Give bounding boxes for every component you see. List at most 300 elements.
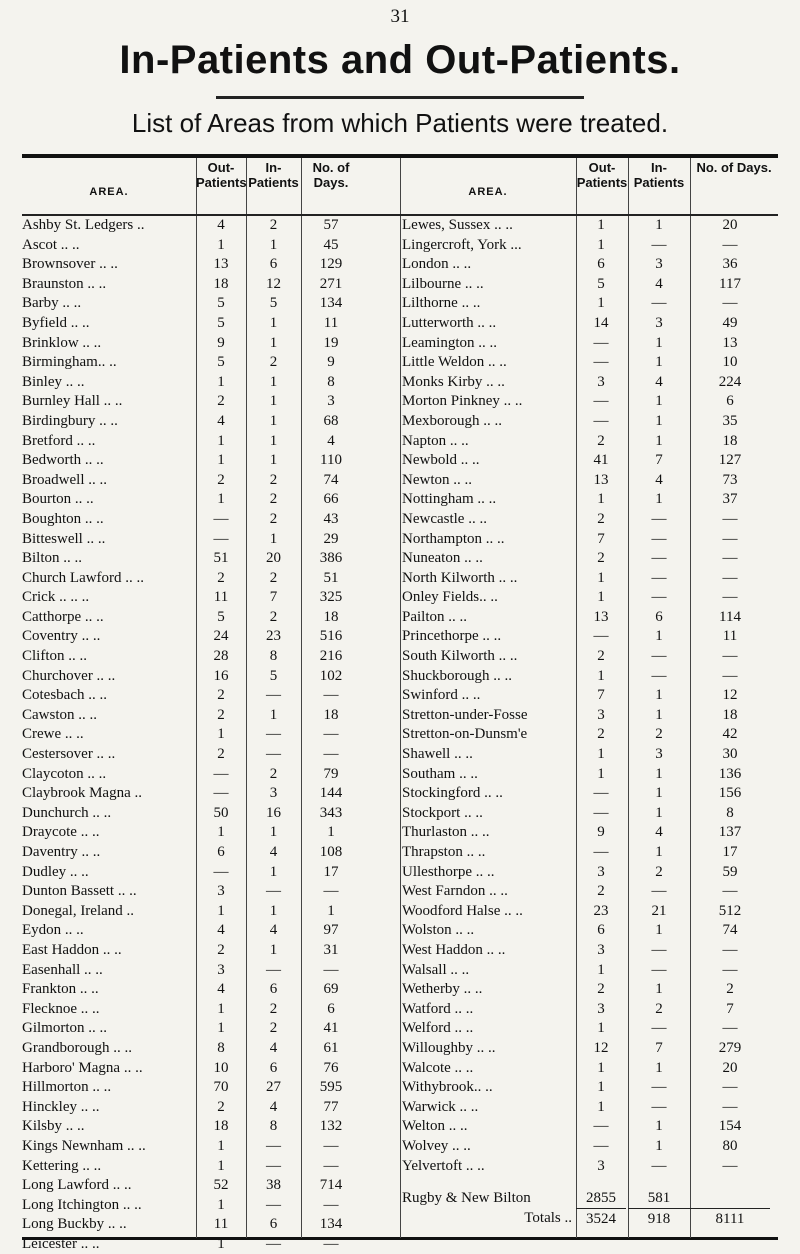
table-row (22, 765, 400, 785)
area-name: Lutterworth .. .. (402, 314, 497, 331)
in-patients-cell: 1 (269, 412, 278, 429)
days-cell: — (722, 295, 738, 312)
out-patients-cell: 1 (597, 1020, 605, 1037)
area-name: Crewe .. .. (22, 726, 84, 743)
table-row (22, 921, 400, 941)
out-patients-cell: — (593, 628, 609, 645)
in-patients-cell: — (651, 941, 667, 958)
in-patients-cell: — (651, 1157, 667, 1174)
out-patients-cell: 1 (217, 1137, 225, 1154)
out-patients-cell: 1 (217, 432, 225, 449)
area-name: Birdingbury .. .. (22, 412, 118, 429)
table-row (22, 647, 400, 667)
area-name: Cestersover .. .. (22, 746, 116, 763)
in-patients-cell: 6 (269, 1216, 278, 1233)
table-row (400, 353, 778, 373)
in-patients-cell: 23 (266, 628, 281, 645)
area-name: Thrapston .. .. (402, 844, 486, 860)
days-cell: — (722, 589, 738, 606)
out-patients-cell: 1 (217, 373, 225, 390)
days-cell: 9 (327, 354, 335, 371)
area-name: Napton .. .. (402, 432, 469, 449)
days-cell: — (722, 530, 738, 547)
table-row (400, 451, 778, 471)
table-row (400, 863, 778, 883)
area-name: Southam .. .. (402, 765, 478, 782)
days-cell: 49 (722, 314, 738, 331)
area-name: Newton .. .. (402, 471, 472, 488)
table-row (400, 314, 778, 334)
in-patients-cell: 1 (655, 981, 663, 998)
in-patients-cell: 1 (655, 334, 663, 351)
days-cell: — (323, 883, 339, 900)
area-name: Ullesthorpe .. .. (402, 863, 495, 880)
in-patients-cell: 1 (655, 1118, 663, 1135)
table-row (400, 1039, 778, 1059)
table-row (22, 667, 400, 687)
in-patients-cell: 1 (655, 354, 663, 371)
in-patients-cell: 20 (266, 550, 281, 567)
in-patients-cell: 4 (655, 373, 663, 390)
area-name: Church Lawford .. .. (22, 569, 145, 586)
in-patients-cell: 2 (269, 491, 278, 508)
in-patients-cell: — (651, 295, 667, 312)
table-row (400, 627, 778, 647)
in-patients-cell: 1 (655, 804, 663, 821)
table-row (400, 941, 778, 961)
out-patients-cell: 1 (217, 1235, 225, 1252)
table-row (400, 1137, 778, 1157)
out-patients-cell: 2 (597, 726, 605, 743)
table-row (400, 804, 778, 824)
in-patients-cell: 6 (655, 608, 663, 625)
in-patients-cell: 6 (269, 981, 278, 998)
out-patients-cell: 11 (213, 589, 229, 606)
out-patients-cell: — (213, 765, 229, 782)
out-patients-cell: 3 (597, 373, 605, 390)
days-cell: 17 (722, 844, 738, 860)
left-table-body (22, 216, 400, 1254)
area-name: Newbold .. .. (402, 452, 480, 469)
in-patients-cell: — (651, 883, 667, 900)
in-patients-cell: — (651, 510, 667, 527)
table-row (22, 961, 400, 981)
days-cell: 714 (319, 1177, 343, 1194)
table-row (22, 1000, 400, 1020)
out-patients-cell: 2 (217, 687, 225, 704)
table-row (22, 294, 400, 314)
days-cell: 3 (327, 393, 335, 410)
in-patients-cell: 6 (269, 1059, 278, 1076)
days-cell: 57 (323, 217, 339, 233)
out-patients-cell: 2 (217, 1098, 225, 1115)
table-row (400, 216, 778, 236)
days-cell: 18 (722, 432, 738, 449)
days-cell: 51 (323, 569, 339, 586)
in-patients-cell: 2 (269, 1000, 278, 1017)
days-cell: — (722, 961, 738, 978)
in-patients-cell: 2 (269, 569, 278, 586)
table-row (22, 1098, 400, 1118)
days-cell: 74 (722, 922, 738, 939)
out-patients-cell: 7 (597, 530, 605, 547)
table-row (22, 236, 400, 256)
days-cell: 4 (327, 432, 335, 449)
area-name: Draycote .. .. (22, 824, 100, 841)
out-patients-cell: 4 (217, 922, 225, 939)
days-cell: 19 (323, 334, 339, 351)
area-name: Stretton-under-Fosse (402, 706, 528, 723)
in-patients-cell: 3 (269, 785, 278, 802)
area-name: Dunchurch .. .. (22, 804, 112, 821)
in-patients-cell: 1 (655, 1137, 663, 1154)
out-patients-cell: 4 (217, 217, 225, 233)
table-row (22, 549, 400, 569)
days-cell: — (323, 1157, 339, 1174)
days-cell: 11 (323, 314, 339, 331)
in-patients-cell: 5 (269, 667, 278, 684)
days-cell: 108 (319, 844, 343, 860)
out-patients-cell: 23 (593, 902, 609, 919)
days-cell: 69 (323, 981, 339, 998)
out-patients-cell: — (593, 844, 609, 860)
in-patients-cell: — (651, 1079, 667, 1096)
out-patients-cell: 41 (593, 452, 609, 469)
table-row (22, 373, 400, 393)
in-patients-cell: — (266, 1157, 281, 1174)
header-area: AREA. (468, 186, 508, 198)
out-patients-cell: 70 (213, 1079, 229, 1096)
header-days: No. of Days. (312, 160, 350, 190)
area-name: Warwick .. .. (402, 1098, 479, 1115)
area-name: London .. .. (402, 256, 472, 273)
days-cell: 18 (323, 608, 339, 625)
out-patients-cell: 13 (593, 608, 609, 625)
area-name: Clifton .. .. (22, 648, 88, 665)
in-patients-cell: 8 (269, 648, 278, 665)
table-row (400, 961, 778, 981)
table-row (22, 588, 400, 608)
in-patients-cell: 1 (269, 334, 278, 351)
table-row (22, 1059, 400, 1079)
area-name: Broadwell .. .. (22, 471, 107, 488)
out-patients-cell: 1 (217, 1196, 225, 1213)
days-cell: 30 (722, 746, 738, 763)
area-name: Flecknoe .. .. (22, 1000, 100, 1017)
days-cell: 154 (718, 1118, 742, 1135)
days-cell: 8111 (690, 1208, 770, 1229)
area-name: Catthorpe .. .. (22, 608, 104, 625)
out-patients-cell: 1 (597, 1059, 605, 1076)
out-patients-cell: — (213, 510, 229, 527)
out-patients-cell: 2 (597, 648, 605, 665)
out-patients-cell: — (593, 354, 609, 371)
table-row (400, 392, 778, 412)
out-patients-cell: — (213, 785, 229, 802)
in-patients-cell: 7 (269, 589, 278, 606)
area-name: Northampton .. .. (402, 530, 505, 547)
days-cell: 129 (319, 256, 343, 273)
in-patients-cell: 2 (269, 217, 278, 233)
table-row (22, 686, 400, 706)
table-row (400, 1157, 778, 1177)
title-underline (216, 96, 584, 99)
area-name: Withybrook.. .. (402, 1079, 493, 1096)
area-name: Bilton .. .. (22, 550, 83, 567)
area-name: Walcote .. .. (402, 1059, 474, 1076)
in-patients-cell: 1 (655, 412, 663, 429)
days-cell: 29 (323, 530, 339, 547)
out-patients-cell: — (593, 1137, 609, 1154)
days-cell: 59 (722, 863, 738, 880)
days-cell: 8 (726, 804, 734, 821)
table-row (22, 1039, 400, 1059)
table-row (400, 569, 778, 589)
out-patients-cell: 1 (217, 726, 225, 743)
in-patients-cell: 1 (655, 687, 663, 704)
area-name: Burnley Hall .. .. (22, 393, 123, 410)
table-row (400, 530, 778, 550)
out-patients-cell: 1 (597, 1098, 605, 1115)
days-cell: 35 (722, 412, 738, 429)
out-patients-cell: 1 (217, 1000, 225, 1017)
out-patients-cell: 11 (213, 1216, 229, 1233)
page-title: In-Patients and Out-Patients. (119, 38, 681, 82)
out-patients-cell: 9 (217, 334, 225, 351)
table-row (400, 882, 778, 902)
table-row (22, 706, 400, 726)
in-patients-cell: — (651, 236, 667, 253)
header-in-patients: In- Patients (248, 160, 299, 190)
area-name: Eydon .. .. (22, 922, 84, 939)
in-patients-cell: 1 (269, 941, 278, 958)
in-patients-cell: 7 (655, 452, 663, 469)
in-patients-cell: 1 (269, 314, 278, 331)
area-name: Willoughby .. .. (402, 1039, 496, 1056)
out-patients-cell: 50 (213, 804, 229, 821)
out-patients-cell: 1 (597, 569, 605, 586)
table-row (400, 236, 778, 256)
table-row (400, 1019, 778, 1039)
area-name: Watford .. .. (402, 1000, 474, 1017)
area-name: Shawell .. .. (402, 746, 473, 763)
in-patients-cell: 5 (269, 295, 278, 312)
area-name: Nottingham .. .. (402, 491, 497, 508)
days-cell: 386 (319, 550, 343, 567)
area-name: Hinckley .. .. (22, 1098, 100, 1115)
out-patients-cell: 1 (597, 1079, 605, 1096)
in-patients-cell: 6 (269, 256, 278, 273)
area-name: Harboro' Magna .. .. (22, 1059, 143, 1076)
table-row (22, 471, 400, 491)
in-patients-cell: 2 (655, 1000, 663, 1017)
table-row (400, 784, 778, 804)
days-cell: — (722, 648, 738, 665)
area-name: West Farndon .. .. (402, 883, 508, 900)
table-row (22, 1019, 400, 1039)
days-cell: — (722, 941, 738, 958)
table-row (22, 510, 400, 530)
page-number: 31 (390, 6, 410, 27)
table-row (22, 530, 400, 550)
out-patients-cell: 14 (593, 314, 609, 331)
in-patients-cell: 27 (266, 1079, 281, 1096)
area-name: Ashby St. Ledgers .. (22, 217, 145, 233)
days-cell: 1 (327, 902, 335, 919)
days-cell: 66 (323, 491, 339, 508)
in-patients-cell: 1 (269, 236, 278, 253)
table-row (22, 1078, 400, 1098)
days-cell: 36 (722, 256, 738, 273)
table-row (400, 1078, 778, 1098)
table-row (22, 725, 400, 745)
area-name: Cawston .. .. (22, 706, 97, 723)
days-cell: 6 (726, 393, 734, 410)
out-patients-cell: 16 (213, 667, 229, 684)
days-cell: 42 (722, 726, 738, 743)
days-cell: — (722, 1098, 738, 1115)
out-patients-cell: 4 (217, 412, 225, 429)
table-row (400, 1117, 778, 1137)
out-patients-cell: 1 (597, 746, 605, 763)
in-patients-cell: 1 (655, 491, 663, 508)
table-row (400, 373, 778, 393)
area-name: Monks Kirby .. .. (402, 373, 505, 390)
days-cell: 20 (722, 217, 738, 233)
in-patients-cell: 1 (269, 902, 278, 919)
in-patients-cell: 1 (655, 765, 663, 782)
table-row (22, 823, 400, 843)
out-patients-cell: 12 (593, 1039, 609, 1056)
out-patients-cell: 2855 (586, 1190, 616, 1207)
out-patients-cell: 3 (217, 883, 225, 900)
area-name: Bedworth .. .. (22, 452, 104, 469)
out-patients-cell: 10 (213, 1059, 229, 1076)
days-cell: 595 (319, 1079, 343, 1096)
area-name: Long Lawford .. .. (22, 1177, 132, 1194)
area-name: Easenhall .. .. (22, 961, 103, 978)
in-patients-cell: 1 (269, 393, 278, 410)
days-cell: 343 (319, 804, 343, 821)
in-patients-cell: 4 (269, 1039, 278, 1056)
in-patients-cell: 1 (269, 432, 278, 449)
days-cell: 216 (319, 648, 343, 665)
area-name: Brownsover .. .. (22, 256, 118, 273)
in-patients-cell: 4 (655, 824, 663, 841)
area-name: Rugby & New Bilton (402, 1190, 531, 1207)
table-row (22, 216, 400, 236)
area-name: Byfield .. .. (22, 314, 90, 331)
out-patients-cell: 3 (597, 1000, 605, 1017)
area-name: Pailton .. .. (402, 608, 468, 625)
days-cell: 144 (319, 785, 343, 802)
area-name: Walsall .. .. (402, 961, 470, 978)
out-patients-cell: 1 (597, 491, 605, 508)
area-name: Mexborough .. .. (402, 412, 502, 429)
in-patients-cell: 7 (655, 1039, 663, 1056)
days-cell: 516 (319, 628, 343, 645)
in-patients-cell: — (266, 883, 281, 900)
table-row (400, 471, 778, 491)
out-patients-cell: 2 (217, 941, 225, 958)
table-row (400, 432, 778, 452)
days-cell: 1 (327, 824, 335, 841)
area-name: Welford .. .. (402, 1020, 474, 1037)
in-patients-cell: — (266, 1235, 281, 1252)
out-patients-cell: 1 (217, 902, 225, 919)
days-cell: 41 (323, 1020, 339, 1037)
out-patients-cell: 1 (597, 236, 605, 253)
table-row (400, 588, 778, 608)
in-patients-cell: 1 (655, 432, 663, 449)
area-name: Wolston .. .. (402, 922, 475, 939)
table-row (400, 255, 778, 275)
table-row (400, 980, 778, 1000)
header-area: AREA. (89, 186, 129, 198)
days-cell: 77 (323, 1098, 339, 1115)
table-row (400, 725, 778, 745)
out-patients-cell: 7 (597, 687, 605, 704)
out-patients-cell: 5 (217, 354, 225, 371)
days-cell: 224 (718, 373, 742, 390)
in-patients-cell: 1 (269, 530, 278, 547)
right-table-body (400, 216, 778, 1230)
days-cell: 2 (726, 981, 734, 998)
area-name: Barby .. .. (22, 295, 82, 312)
area-name: Stockingford .. .. (402, 785, 503, 802)
area-name: Lilthorne .. .. (402, 295, 481, 312)
days-cell: 74 (323, 471, 339, 488)
right-table (400, 160, 778, 1230)
area-name: East Haddon .. .. (22, 941, 122, 958)
out-patients-cell: — (593, 393, 609, 410)
out-patients-cell: 3 (597, 706, 605, 723)
area-name: Kings Newnham .. .. (22, 1137, 146, 1154)
out-patients-cell: 4 (217, 981, 225, 998)
days-cell: 117 (719, 275, 741, 292)
table-row (22, 863, 400, 883)
table-row (400, 1098, 778, 1118)
table-row (400, 686, 778, 706)
days-cell: 31 (323, 941, 339, 958)
table-row (22, 1196, 400, 1216)
in-patients-cell: 12 (266, 275, 281, 292)
area-name: West Haddon .. .. (402, 941, 506, 958)
table-row (400, 608, 778, 628)
days-cell: 73 (722, 471, 738, 488)
in-patients-cell: — (651, 667, 667, 684)
in-patients-cell: 8 (269, 1118, 278, 1135)
days-cell: 137 (718, 824, 742, 841)
in-patients-cell: 1 (655, 217, 663, 233)
table-row (22, 490, 400, 510)
days-cell: 134 (319, 1216, 343, 1233)
header-days: No. of Days. (696, 160, 772, 175)
in-patients-cell: 2 (269, 510, 278, 527)
out-patients-cell: 24 (213, 628, 229, 645)
in-patients-cell: 3 (655, 256, 663, 273)
days-cell: — (323, 726, 339, 743)
table-row (22, 1157, 400, 1177)
in-patients-cell: — (266, 687, 281, 704)
table-row (400, 1059, 778, 1079)
area-name: Donegal, Ireland .. (22, 902, 135, 919)
out-patients-cell: 3524 (576, 1208, 626, 1229)
area-name: Swinford .. .. (402, 687, 481, 704)
out-patients-cell: 5 (217, 314, 225, 331)
area-name: Woodford Halse .. .. (402, 902, 523, 919)
days-cell: 80 (722, 1137, 738, 1154)
